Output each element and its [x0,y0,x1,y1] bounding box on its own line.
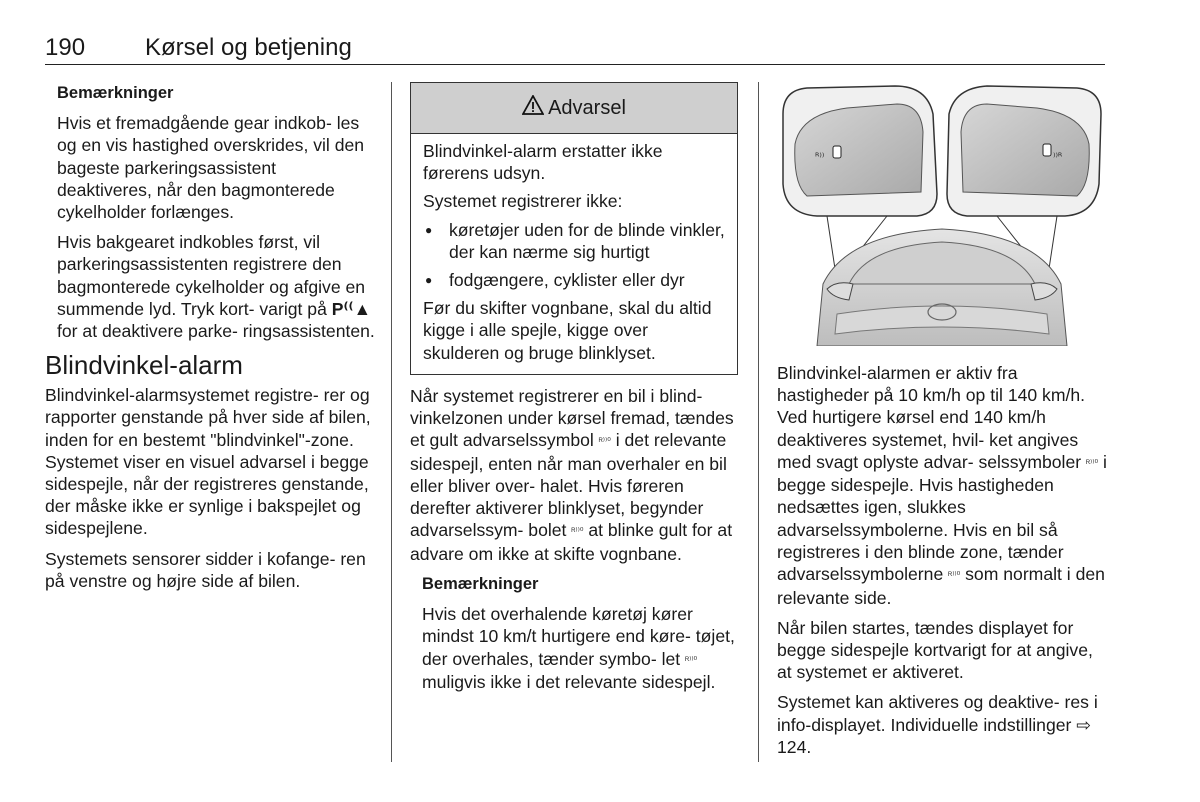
text-run: som normalt i den relevante side. [777,564,1105,608]
text-run: i det relevante sidespejl, enten når man overhaler en bil eller bliver over- halet. Hvis føreren derefter aktiverer blinklyset, begynder advarselssym- bolet [410,430,727,541]
blind-spot-symbol-icon: ᴿ⁾⁾⁰ [948,570,961,581]
text-run: i begge sidespejle. Hvis hastigheden nedsættes igen, slukkes advarselssymbolerne. Hvis en bil så registreres i den blinde zone, tænder advarselssymbolerne [777,451,1107,585]
blind-spot-symbol-icon: ᴿ⁾⁾⁰ [1086,458,1099,469]
page-reference-arrow-icon: ⇨ [1076,714,1092,735]
section-heading: Blindvinkel-alarm [45,350,243,381]
column-divider [758,82,759,762]
text-run: Hvis bakgearet indkobles først, vil parkeringsassistenten registrere den bagmonterede cykelholder og afgive en summende lyd. Tryk kort- varigt på [57,232,366,319]
column-middle [410,82,740,701]
warning-body [411,134,737,374]
text-run: Blindvinkel-alarmen er aktiv fra hastigheder på 10 km/h op til 140 km/h. Ved hurtigere kørsel end 140 km/h deaktiveres systemet, hvil- ket angives med svagt oplyste advar- selssymboler [777,363,1086,472]
warning-list [423,219,725,292]
warning-triangle-icon [522,95,544,120]
column-divider [391,82,392,762]
note-block [45,82,375,342]
blind-spot-symbol-icon: ᴿ⁾⁾⁰ [571,526,584,537]
warning-title: Advarsel [548,96,626,119]
note-paragraph [422,603,740,693]
warning-paragraph: Systemet registrerer ikke: [423,191,623,212]
text-run: Systemet kan aktiveres og deaktive- res i info-displayet. Individuelle indstillinger [777,692,1098,735]
section-title: Kørsel og betjening [145,34,352,61]
warning-box [410,82,738,375]
note-heading: Bemærkninger [422,574,539,593]
page-header [45,34,1105,65]
note-block [410,573,740,693]
svg-text:⁾⁾ᴿ: ⁾⁾ᴿ [1053,152,1063,163]
side-mirror-illustration [777,84,1107,346]
text-run: for at deaktivere parke- ringsassistenten. [57,321,375,342]
park-assist-icon: P⁽⁽▲ [331,298,372,319]
text-run: muligvis ikke i det relevante sidespejl. [422,671,716,692]
warning-header [411,83,737,134]
text-run: at blinke gult for at advare om ikke at skifte vognbane. [410,520,733,564]
page-reference[interactable]: 124. [777,736,812,757]
page-number: 190 [45,34,86,61]
list-item: ● fodgængere, cyklister eller dyr [423,269,725,291]
paragraph [410,385,740,565]
note-paragraph [57,231,375,342]
paragraph [777,691,1107,758]
note-heading: Bemærkninger [57,84,174,102]
blind-spot-symbol-icon: ᴿ⁾⁾⁰ [685,654,698,665]
text-run: Hvis det overhalende køretøj kører mindst 10 km/t hurtigere end køre- tøjet, der overhales, tænder symbo- let [422,604,735,669]
paragraph: Når bilen startes, tændes displayet for begge sidespejle kortvarigt for at angive, at systemet er aktiveret. [777,617,1093,683]
column-left [45,82,375,600]
svg-text:ᴿ⁾⁾: ᴿ⁾⁾ [815,152,825,163]
column-right [777,362,1107,766]
warning-paragraph: Før du skifter vognbane, skal du altid kigge i alle spejle, kigge over skulderen og bruge blinklyset. [423,298,712,363]
warning-paragraph: Blindvinkel-alarm erstatter ikke førerens udsyn. [423,141,663,184]
list-item: ● køretøjer uden for de blinde vinkler, der kan nærme sig hurtigt [423,219,725,263]
blind-spot-symbol-icon: ᴿ⁾⁾⁰ [598,436,611,447]
paragraph [777,362,1107,609]
text-run: Når systemet registrerer en bil i blind- vinkelzonen under kørsel fremad, tændes et gult advarselssymbol [410,385,734,451]
paragraph: Blindvinkel-alarmsystemet registre- rer og rapporter genstande på hver side af bilen, inden for en bestemt "blindvinkel"-zone. Systemet viser en visuel advarsel i begge sidespejle, når der registreres genstande, der måske ikke er synlige i bakspejlet og sidespejlene. [45,385,371,539]
note-paragraph: Hvis et fremadgående gear indkob- les og en vis hastighed overskrides, vil den bageste parkeringsassistent deaktiveres, når den bagmonterede cykelholder forlænges. [57,113,365,223]
paragraph: Systemets sensorer sidder i kofange- ren på venstre og højre side af bilen. [45,548,366,591]
